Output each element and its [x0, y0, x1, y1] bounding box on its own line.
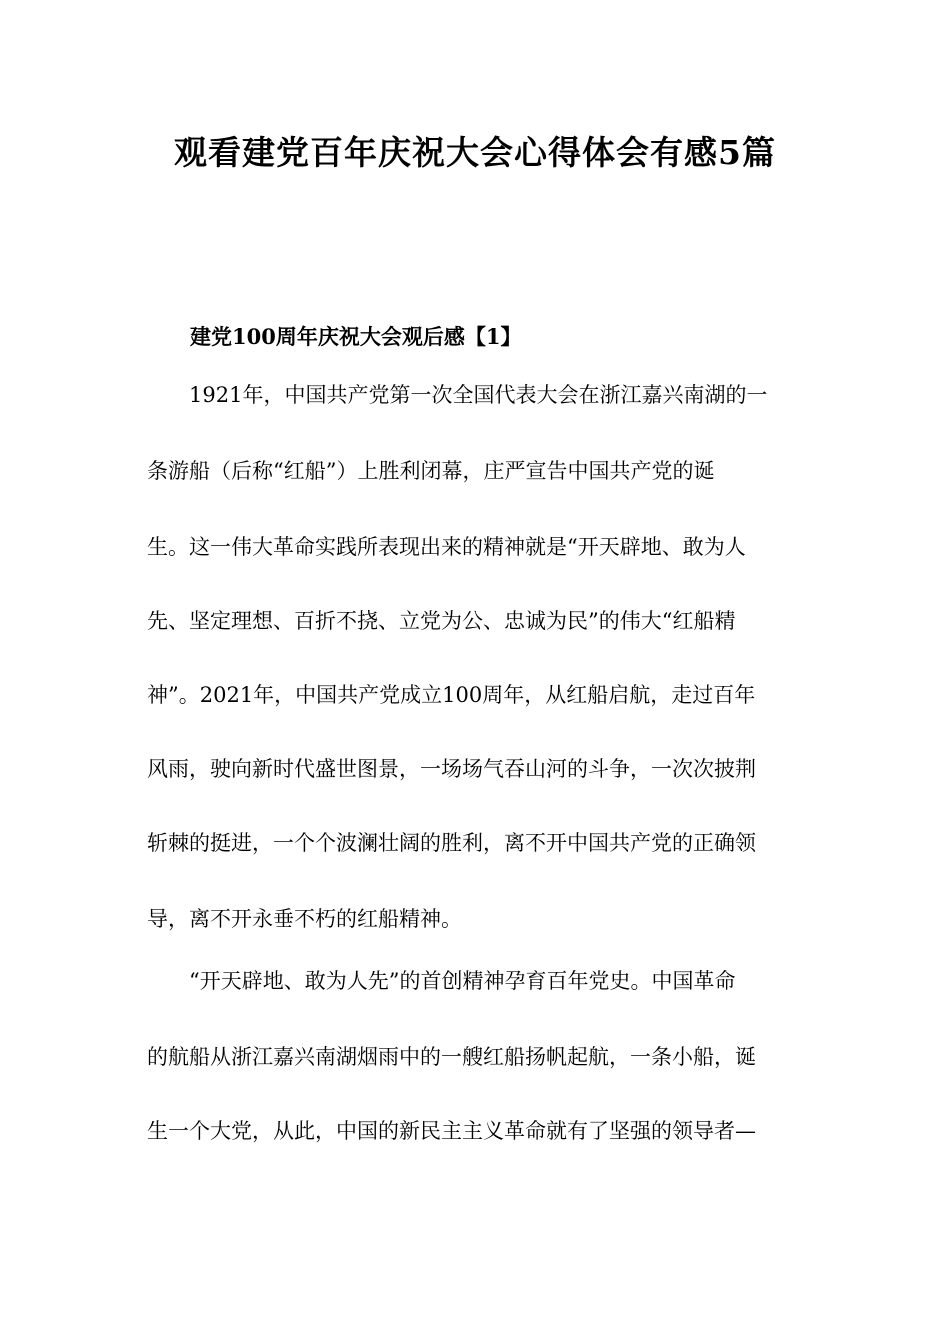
body-line: 1921年，中国共产党第一次全国代表大会在浙江嘉兴南湖的一: [147, 383, 768, 407]
body-line: 风雨，驶向新时代盛世图景，一场场气吞山河的斗争，一次次披荆: [147, 757, 756, 781]
body-line: 斩棘的挺进，一个个波澜壮阔的胜利，离不开中国共产党的正确领: [147, 831, 756, 855]
body-line: 神”。2021年，中国共产党成立100周年，从红船启航，走过百年: [147, 683, 756, 707]
body-line: 导，离不开永垂不朽的红船精神。: [147, 907, 462, 931]
body-line: 条游船（后称“红船”）上胜利闭幕，庄严宣告中国共产党的诞: [147, 459, 715, 483]
body-line: 的航船从浙江嘉兴南湖烟雨中的一艘红船扬帆起航，一条小船，诞: [147, 1045, 756, 1069]
body-line: 生一个大党，从此，中国的新民主主义革命就有了坚强的领导者—: [147, 1119, 756, 1143]
body-line: 生。这一伟大革命实践所表现出来的精神就是“开天辟地、敢为人: [147, 535, 746, 559]
section-heading: 建党100周年庆祝大会观后感【1】: [190, 324, 522, 349]
document-title: 观看建党百年庆祝大会心得体会有感5篇: [174, 133, 776, 172]
body-line: 先、坚定理想、百折不挠、立党为公、忠诚为民”的伟大“红船精: [147, 609, 736, 633]
body-line: “开天辟地、敢为人先”的首创精神孕育百年党史。中国革命: [147, 969, 736, 993]
